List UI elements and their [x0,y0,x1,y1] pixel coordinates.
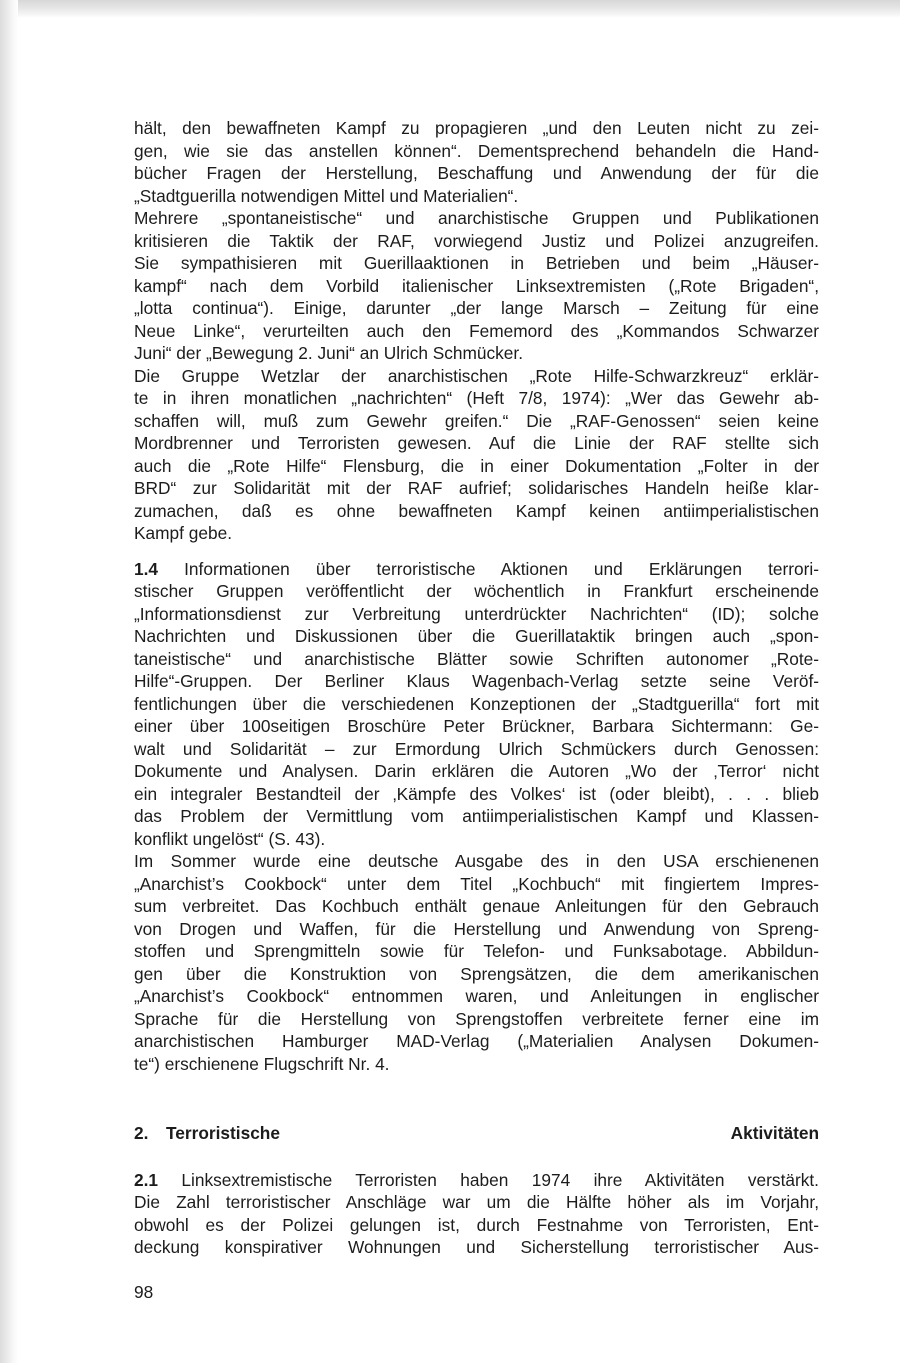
text-line: Sie sympathisieren mit Guerillaaktionen in Betrieben und beim „Häuser- [134,253,819,273]
text-line: gen, wie sie das anstellen können“. Dementsprechend behandeln die Hand- [134,140,819,161]
text-line: Mordbrenner und Terroristen gewesen. Auf die Linie der RAF stellte sich [134,433,819,453]
paragraph-number: 1.4 [134,558,159,579]
text-line-content: Linksextremistische Terroristen haben 1974 ihre Aktivitäten verstärkt. [181,1169,819,1190]
text-line: Im Sommer wurde eine deutsche Ausgabe des in den USA erschienenen [134,851,819,871]
paragraph-5 [134,850,819,1075]
page-number: 98 [134,1282,154,1302]
text-line: „Stadtguerilla notwendigen Mittel und Materialien“. [134,185,519,206]
text-line: Kampf gebe. [134,523,232,543]
text-line: zumachen, daß es ohne bewaffneten Kampf keinen antiimperialistischen [134,500,819,521]
section-title: Terroristische Aktivitäten [166,1123,819,1143]
heading-gap [134,1145,819,1169]
paragraph-6 [134,1169,819,1259]
text-line: „Anarchist’s Cookbock“ unter dem Titel „Kochbuch“ mit fingiertem Impres- [134,873,819,894]
section-heading [134,1122,819,1145]
text-line: Dokumente und Analysen. Darin erklären die Autoren „Wo der ‚Terror‘ nicht [134,761,819,781]
text-line: ein integraler Bestandteil der ‚Kämpfe des Volkes‘ ist (oder bleibt), . . . blieb [134,783,819,804]
text-line: sum verbreitet. Das Kochbuch enthält genaue Anleitungen für den Gebrauch [134,896,819,916]
text-line: gen über die Konstruktion von Sprengsätzen, die dem amerikanischen [134,963,819,984]
text-line: konflikt ungelöst“ (S. 43). [134,828,326,849]
text-line: obwohl es der Polizei gelungen ist, durch Festnahme von Terroristen, Ent- [134,1214,819,1235]
text-line: auch die „Rote Hilfe“ Flensburg, die in einer Dokumentation „Folter in der [134,455,819,476]
text-line: von Drogen und Waffen, für die Herstellung und Anwendung von Spreng- [134,918,819,939]
text-column [134,117,819,1259]
text-line: schaffen will, muß zum Gewehr greifen.“ Die „RAF-Genossen“ seien keine [134,410,819,431]
text-line: taneistische“ und anarchistische Blätter sowie Schriften autonomer „Rote- [134,648,819,669]
text-line: stischer Gruppen veröffentlicht der wöchentlich in Frankfurt erscheinende [134,581,819,601]
paragraph-gap [134,545,819,558]
text-line: Die Zahl terroristischer Anschläge war um die Hälfte höher als im Vorjahr, [134,1192,819,1212]
text-line [134,558,819,581]
paragraph-2 [134,207,819,365]
text-line: das Problem der Vermittlung vom antiimperialistischen Kampf und Klassen- [134,806,819,826]
scan-edge-top [0,0,900,18]
text-line: anarchistischen Hamburger MAD-Verlag („Materialien Analysen Dokumen- [134,1031,819,1051]
section-number: 2. [134,1123,149,1143]
text-line: hält, den bewaffneten Kampf zu propagieren „und den Leuten nicht zu zei- [134,118,819,138]
text-line: Hilfe“-Gruppen. Der Berliner Klaus Wagenbach-Verlag setzte seine Veröf- [134,671,819,691]
scan-edge-left [0,0,18,1363]
text-line: kritisieren die Taktik der RAF, vorwiegend Justiz und Polizei anzugreifen. [134,230,819,251]
text-line: „lotta continua“). Einige, darunter „der lange Marsch – Zeitung für eine [134,298,819,318]
text-line: Neue Linke“, verurteilten auch den Fememord des „Kommandos Schwarzer [134,320,819,341]
text-line: bücher Fragen der Herstellung, Beschaffung und Anwendung der für die [134,163,819,183]
text-line-content: Informationen über terroristische Aktionen und Erklärungen terrori- [184,558,819,579]
text-line: deckung konspirativer Wohnungen und Sicherstellung terroristischer Aus- [134,1237,819,1257]
text-line: walt und Solidarität – zur Ermordung Ulrich Schmückers durch Genossen: [134,738,819,759]
text-line: Mehrere „spontaneistische“ und anarchistische Gruppen und Publikationen [134,208,819,228]
paragraph-4 [134,558,819,851]
text-line: Nachrichten und Diskussionen über die Guerillataktik bringen auch „spon- [134,626,819,646]
text-line: fentlichungen über die verschiedenen Konzeptionen der „Stadtguerilla“ fort mit [134,693,819,714]
text-line: BRD“ zur Solidarität mit der RAF aufrief; solidarisches Handeln heiße klar- [134,478,819,498]
text-line: stoffen und Sprengmitteln sowie für Telefon- und Funksabotage. Abbildun- [134,941,819,961]
text-line: „Informationsdienst zur Verbreitung unterdrückter Nachrichten“ (ID); solche [134,603,819,624]
text-line: einer über 100seitigen Broschüre Peter Brückner, Barbara Sichtermann: Ge- [134,716,819,736]
text-line: Sprache für die Herstellung von Sprengstoffen verbreitete ferner eine im [134,1008,819,1029]
paragraph-3 [134,365,819,545]
text-line [134,1169,819,1192]
text-line: kampf“ nach dem Vorbild italienischer Linksextremisten („Rote Brigaden“, [134,275,819,296]
text-line: Die Gruppe Wetzlar der anarchistischen „Rote Hilfe-Schwarzkreuz“ erklär- [134,365,819,386]
section-gap [134,1075,819,1122]
paragraph-1 [134,117,819,207]
text-line: Juni“ der „Bewegung 2. Juni“ an Ulrich Schmücker. [134,343,524,363]
text-line: te in ihren monatlichen „nachrichten“ (Heft 7/8, 1974): „Wer das Gewehr ab- [134,388,819,408]
paragraph-number: 2.1 [134,1169,159,1190]
text-line: „Anarchist’s Cookbock“ entnommen waren, und Anleitungen in englischer [134,986,819,1006]
text-line: te“) erschienene Flugschrift Nr. 4. [134,1053,390,1074]
